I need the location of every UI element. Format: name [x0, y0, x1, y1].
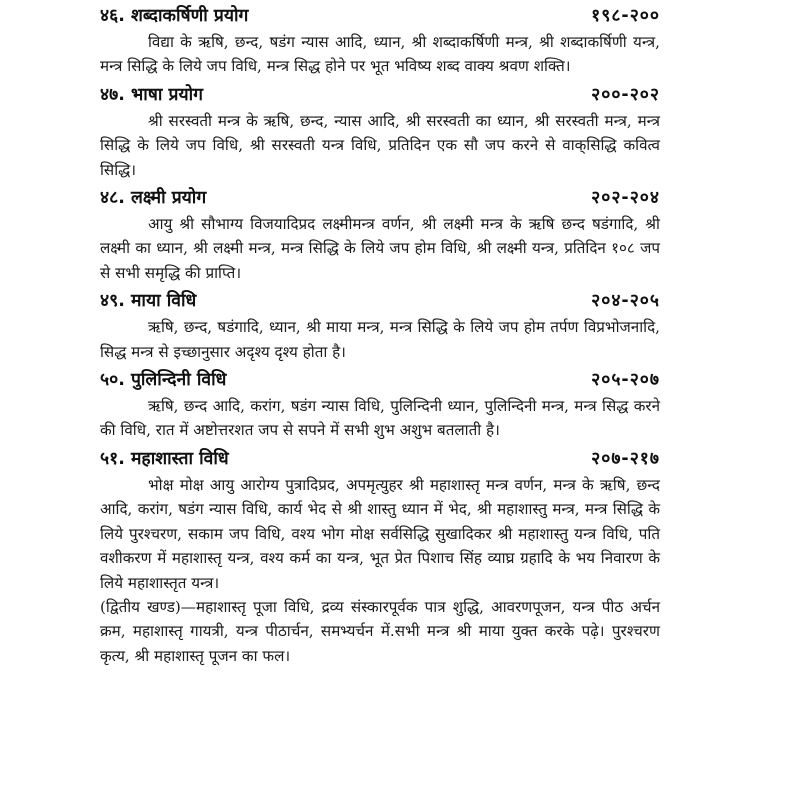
toc-entry-51 [100, 445, 660, 668]
entry-heading [100, 445, 660, 473]
entry-description: आयु श्री सौभाग्य विजयादिप्रद लक्ष्मीमन्त्र वर्णन, श्री लक्ष्मी मन्त्र के ऋषि छन्द षडंगादि, श्री लक्ष्मी का ध्यान, श्री लक्ष्मी मन्त्र, मन्त्र सिद्धि के लिये जप होम विधि, श्री लक्ष्मी यन्त्र, प्रतिदिन १०८ जप से सभी समृद्धि की प्राप्ति। [100, 215, 660, 282]
entry-page-range: २०७-२१७ [591, 448, 660, 469]
entry-page-range: २०२-२०४ [591, 188, 660, 209]
entry-heading [100, 287, 660, 315]
entry-title: लक्ष्मी प्रयोग [130, 188, 207, 209]
entry-number: ५१. [100, 448, 125, 469]
toc-entry-46 [100, 2, 660, 79]
entry-page-range: २०४-२०५ [591, 291, 660, 312]
toc-entry-48 [100, 184, 660, 285]
table-of-contents-page [100, 0, 660, 668]
entry-title: भाषा प्रयोग [130, 84, 204, 105]
entry-number: ४९. [100, 291, 125, 312]
entry-description: विद्या के ऋषि, छन्द, षडंग न्यास आदि, ध्यान, श्री शब्दाकर्षिणी मन्त्र, श्री शब्दाकर्षिणी यन्त्र, मन्त्र सिद्धि के लिये जप विधि, मन्त्र सिद्ध होने पर भूत भविष्य शब्द वाक्य श्रवण शक्ति। [100, 33, 660, 76]
entry-number: ५०. [100, 370, 125, 391]
entry-title: पुलिन्दिनी विधि [130, 370, 227, 391]
entry-sub-description: (द्वितीय खण्ड)—महाशास्तृ पूजा विधि, द्रव्य संस्कारपूर्वक पात्र शुद्धि, आवरणपूजन, यन्त्र पीठ अर्चन क्रम, महाशास्तृ गायत्री, यन्त्र पीठार्चन, समभ्यर्चन में.सभी मन्त्र श्री माया युक्त करके पढ़े। पुरश्चरण कृत्य, श्री महाशास्तृ पूजन का फल। [100, 597, 660, 665]
toc-entry-50 [100, 366, 660, 443]
entry-heading [100, 81, 660, 109]
entry-heading [100, 184, 660, 212]
entry-description: श्री सरस्वती मन्त्र के ऋषि, छन्द, न्यास आदि, श्री सरस्वती का ध्यान, श्री सरस्वती मन्त्र, मन्त्र सिद्धि के लिये जप विधि, श्री सरस्वती यन्त्र विधि, प्रतिदिन एक सौ जप करने से वाक्‌सिद्धि कवित्व सिद्धि। [100, 111, 660, 179]
toc-entry-49 [100, 287, 660, 364]
toc-entry-47 [100, 81, 660, 182]
entry-number: ४६. [100, 6, 125, 26]
entry-title: शब्दाकर्षिणी प्रयोग [130, 6, 249, 26]
entry-description: भोक्ष मोक्ष आयु आरोग्य पुत्रादिप्रद, अपमृत्युहर श्री महाशास्तृ मन्त्र वर्णन, मन्त्र के ऋषि, छन्द आदि, करांग, षडंग न्यास विधि, कार्य भेद से श्री शास्तु ध्यान में भेद, श्री महाशास्तु मन्त्र, मन्त्र सिद्धि के लिये पुरश्चरण, सकाम जप विधि, वश्य भोग मोक्ष सर्वसिद्धि सुखादिकर श्री महाशास्तु यन्त्र विधि, पति वशीकरण में महाशास्तृ यन्त्र, वश्य कर्म का यन्त्र, भूत प्रेत पिशाच सिंह व्याघ्र ग्रहादि के भय निवारण के लिये महाशास्तृत यन्त्र। [100, 475, 660, 592]
entry-page-range: २०५-२०७ [591, 370, 660, 391]
entry-description: ऋषि, छन्द आदि, करांग, षडंग न्यास विधि, पुलिन्दिनी ध्यान, पुलिन्दिनी मन्त्र, मन्त्र सिद्ध करने की विधि, रात में अष्टोत्तरशत जप से सपने में सभी शुभ अशुभ बतलाती है। [100, 397, 660, 440]
entry-heading [100, 366, 660, 394]
entry-description: ऋषि, छन्द, षडंगादि, ध्यान, श्री माया मन्त्र, मन्त्र सिद्धि के लिये जप होम तर्पण विप्रभोजनादि, सिद्ध मन्त्र से इच्छानुसार अदृश्य दृश्य होता है। [100, 318, 660, 361]
entry-number: ४८. [100, 188, 125, 209]
entry-number: ४७. [100, 84, 125, 105]
entry-title: माया विधि [130, 291, 197, 312]
entry-heading [100, 2, 660, 30]
entry-title: महाशास्ता विधि [130, 448, 229, 469]
entry-page-range: २००-२०२ [591, 84, 660, 105]
entry-page-range: १९८-२०० [591, 6, 660, 26]
